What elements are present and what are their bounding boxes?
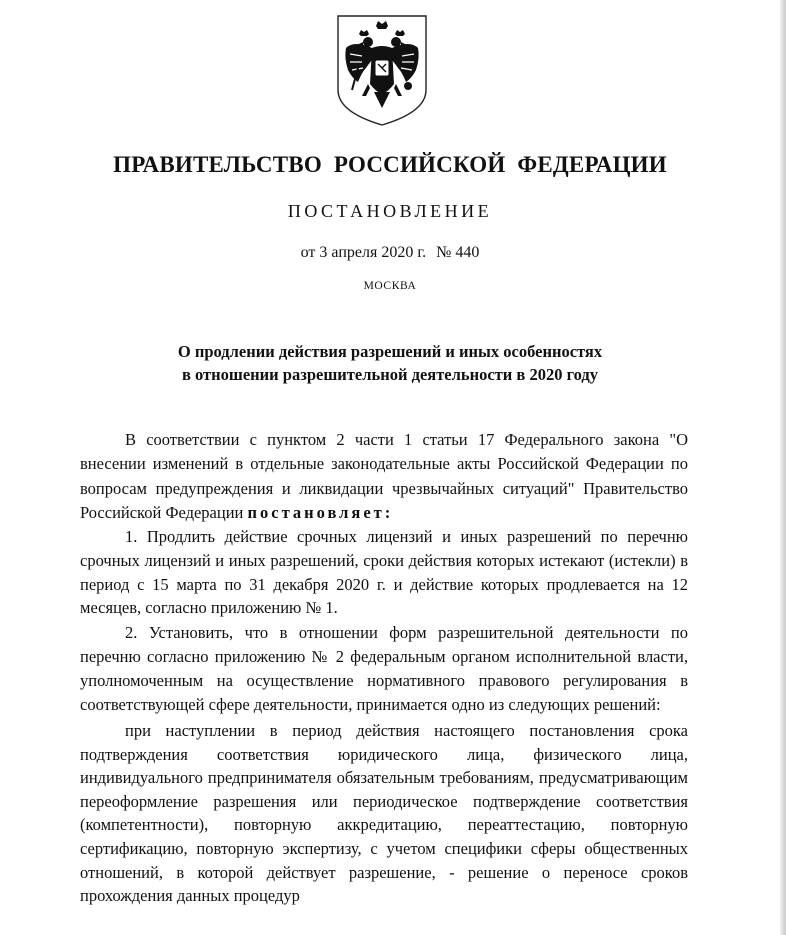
document-city: МОСКВА xyxy=(363,280,417,292)
document-date: от 3 апреля 2020 г. xyxy=(300,244,427,261)
paragraph-item-2: 2. Установить, что в отношении форм разрешительной деятельности по перечню согласно приложению № 2 федеральным органом исполнительной власти, уполномоченным на осуществление нормативного правового регулирования в соответствующей сфере деятельности, принимается одно из следующих решений: xyxy=(80,623,688,714)
document-title-line-1: О продлении действия разрешений и иных особенностях xyxy=(177,342,603,361)
document-title-line-2: в отношении разрешительной деятельности в 2020 году xyxy=(181,365,599,384)
document-number: № 440 xyxy=(436,244,480,261)
russian-coat-of-arms-icon xyxy=(332,12,432,128)
document-title xyxy=(80,340,700,386)
paragraph-item-2-subclause: при наступлении в период действия настоящего постановления срока подтверждения соответствия юридического лица, физического лица, индивидуального предпринимателя обязательным требованиям, предусматривающим переоформление разрешения или периодическое подтверждение соответствия (компетентности), повторную аккредитацию, переаттестацию, повторную сертификацию, повторную экспертизу, с учетом специфики сферы общественных отношений, в которой действует разрешение, - решение о переносе сроков прохождения данных процедур xyxy=(80,721,688,906)
paragraph-intro xyxy=(80,428,688,525)
document-type: ПОСТАНОВЛЕНИЕ xyxy=(287,201,493,221)
decree-verb: постановляет: xyxy=(247,502,394,522)
document-body xyxy=(80,428,688,908)
paragraph-item-1: 1. Продлить действие срочных лицензий и иных разрешений по перечню срочных лицензий и иных разрешений, сроки действия которых истекают (истекли) в период с 15 марта по 31 декабря 2020 г. и действие которых продлевается на 12 месяцев, согласно приложению № 1. xyxy=(80,527,688,618)
document-date-line xyxy=(0,244,780,262)
page-edge-shadow xyxy=(780,0,786,935)
government-name: ПРАВИТЕЛЬСТВО РОССИЙСКОЙ ФЕДЕРАЦИИ xyxy=(113,152,667,177)
intro-text: В соответствии с пунктом 2 части 1 статьи 17 Федерального закона "О внесении изменений в отдельные законодательные акты Российской Федерации по вопросам предупреждения и ликвидации чрезвычайных ситуаций" Правительство Российской Федерации xyxy=(80,430,688,522)
